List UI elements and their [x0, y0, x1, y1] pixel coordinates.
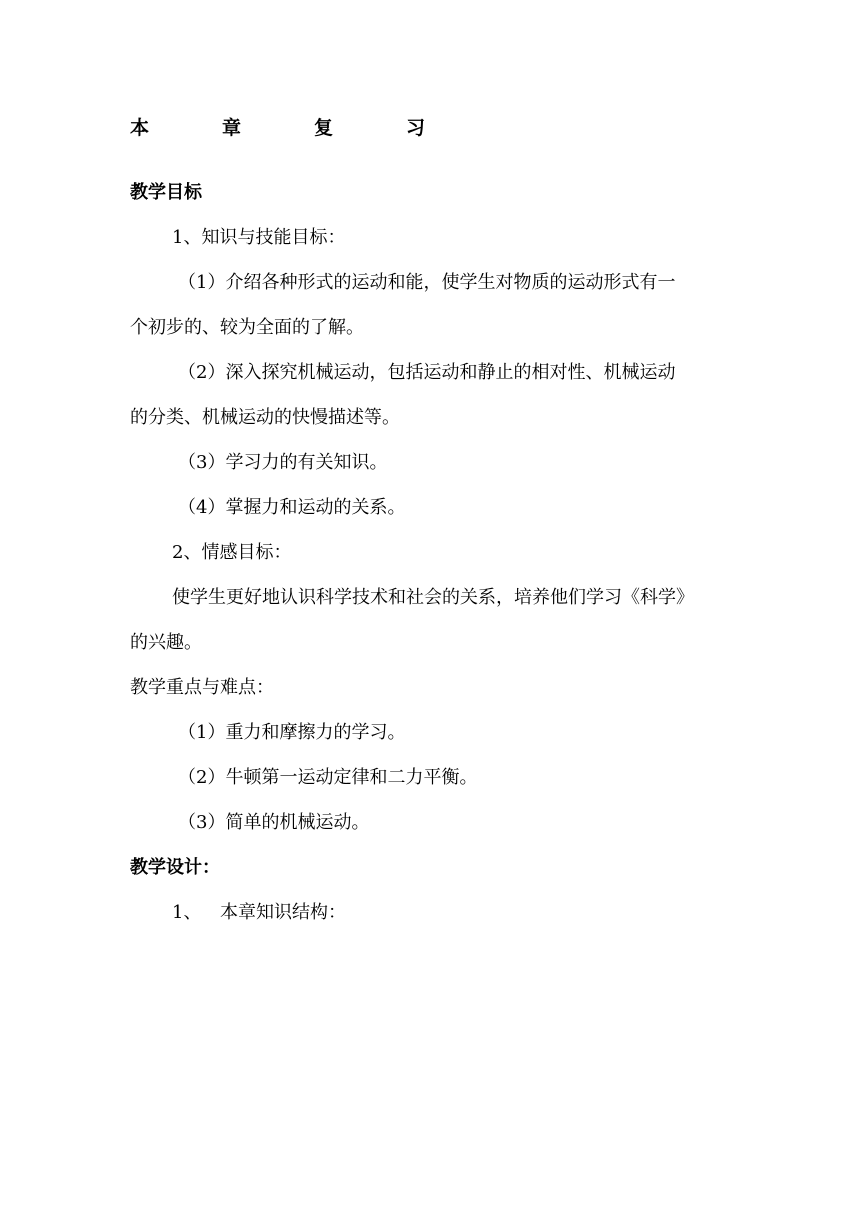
- title-char-2: 章: [222, 117, 242, 139]
- title-char-4: 习: [406, 117, 426, 139]
- section-heading-objectives: 教学目标: [130, 182, 202, 203]
- objective-2-text-line-1: 使学生更好地认识科学技术和社会的关系，培养他们学习《科学》: [172, 587, 694, 608]
- objective-2-heading: 2、情感目标：: [172, 542, 292, 563]
- objective-1-item-3: （3）学习力的有关知识。: [178, 452, 388, 473]
- objective-2-text-line-2: 的兴趣。: [130, 632, 202, 653]
- section-heading-design: 教学设计：: [130, 857, 220, 878]
- title-char-3: 复: [314, 117, 334, 139]
- objective-1-item-4: （4）掌握力和运动的关系。: [178, 497, 406, 518]
- keypoint-1: （1）重力和摩擦力的学习。: [178, 722, 406, 743]
- keypoint-2: （2）牛顿第一运动定律和二力平衡。: [178, 767, 478, 788]
- objective-1-item-1-line-1: （1）介绍各种形式的运动和能，使学生对物质的运动形式有一: [178, 272, 676, 293]
- title-char-1: 本: [130, 117, 150, 139]
- design-1-text: 本章知识结构：: [220, 902, 346, 923]
- objective-1-item-1-line-2: 个初步的、较为全面的了解。: [130, 317, 364, 338]
- objective-1-item-2-line-2: 的分类、机械运动的快慢描述等。: [130, 407, 400, 428]
- design-1-number: 1、: [172, 902, 202, 923]
- keypoint-3: （3）简单的机械运动。: [178, 812, 370, 833]
- objective-1-item-2-line-1: （2）深入探究机械运动，包括运动和静止的相对性、机械运动: [178, 362, 676, 383]
- section-heading-keypoints: 教学重点与难点：: [130, 677, 274, 698]
- objective-1-heading: 1、知识与技能目标：: [172, 227, 346, 248]
